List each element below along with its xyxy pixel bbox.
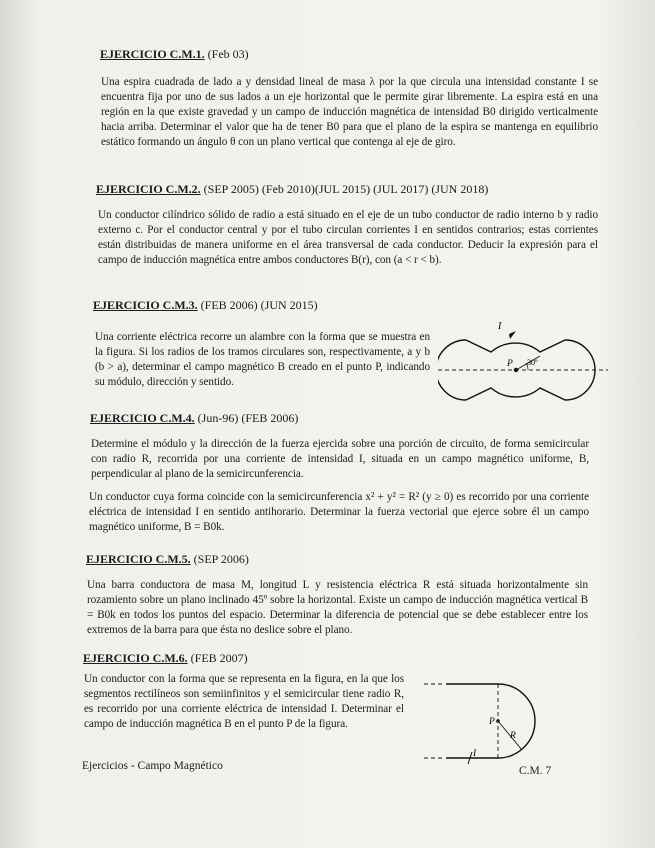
point-p-label: P bbox=[489, 717, 495, 727]
bottom-path bbox=[466, 388, 565, 400]
exercise-6-header bbox=[83, 651, 248, 665]
exercise-4-title: EJERCICIO C.M.4. bbox=[90, 411, 195, 425]
exercise-5-text: Una barra conductora de masa M, longitud L y resistencia eléctrica R está situada horizontalmente sin rozamiento sobre un plano inclinado 45º sobre la horizontal. Existe un campo de inducción magnética vertical B = B0k en todos los puntos del espacio. Determinar la diferencia de potencial que se debe establecer entre los extremos de la barra para que ésta no deslice sobre el plano. bbox=[87, 579, 588, 636]
angle-label: 30º bbox=[527, 358, 538, 367]
exercise-2-dates: (SEP 2005) (Feb 2010)(JUL 2015) (JUL 2017) (JUN 2018) bbox=[203, 182, 489, 196]
exercise-3-title: EJERCICIO C.M.3. bbox=[93, 298, 198, 312]
exercise-6-text: Un conductor con la forma que se representa en la figura, en la que los segmentos rectilíneos son semiinfinitos y el semicircular tiene radio R, es recorrido por una corriente eléctrica de intensidad I. Determinar el campo de inducción magnética B en el punto P de la figura. bbox=[84, 673, 404, 730]
semicircle bbox=[498, 684, 535, 758]
current-arrow bbox=[509, 331, 516, 339]
exercise-5-header bbox=[86, 552, 249, 566]
current-label: I bbox=[473, 749, 477, 759]
exercise-4-text-1: Determine el módulo y la dirección de la fuerza ejercida sobre una porción de circuito, de forma semicircular con radio R, recorrida por una corriente de intensidad I, situada en un campo magnético uniforme, B, perpendicular al plano de la semicircunferencia. bbox=[91, 438, 589, 480]
exercise-1-header bbox=[100, 47, 249, 61]
exercise-3-text: Una corriente eléctrica recorre un alambre con la forma que se muestra en la figura. Si los radios de los tramos circulares son, respectivamente, a y b (b > a), determinar el campo magnético B creado en el punto P, indicando su módulo, dirección y sentido. bbox=[95, 331, 430, 388]
exercise-1-title: EJERCICIO C.M.1. bbox=[100, 47, 205, 61]
exercise-3-figure bbox=[438, 318, 608, 418]
exercise-4-dates: (Jun-96) (FEB 2006) bbox=[197, 411, 299, 425]
exercise-1-text: Una espira cuadrada de lado a y densidad lineal de masa λ por la que circula una intensidad constante I se encuentra fija por uno de sus lados a un eje horizontal que le permite girar libremente. La espira está en una región en la que existe gravedad y un campo de inducción magnética de intensidad B0 dirigido verticalmente hacia arriba. Determinar el valor que ha de tener B0 para que el plano de la espira se mantenga en equilibrio estático formando un ángulo θ con un plano vertical que contenga al eje de giro. bbox=[101, 76, 598, 148]
exercise-4-text-2: Un conductor cuya forma coincide con la semicircunferencia x² + y² = R² (y ≥ 0) es recorrido por una corriente eléctrica de intensidad I en sentido antihorario. Determinar la fuerza vectorial que ejerce sobre él un campo magnético uniforme, B = B0k. bbox=[89, 491, 589, 533]
exercise-2-header bbox=[96, 182, 488, 196]
exercise-6-figure bbox=[418, 670, 558, 770]
exercise-5-title: EJERCICIO C.M.5. bbox=[86, 552, 191, 566]
exercise-3-dates: (FEB 2006) (JUN 2015) bbox=[200, 298, 318, 312]
exercise-2-title: EJERCICIO C.M.2. bbox=[96, 182, 201, 196]
exercise-5-dates: (SEP 2006) bbox=[193, 552, 249, 566]
radius-label: R bbox=[510, 731, 516, 741]
page-number: C.M. 7 bbox=[519, 765, 552, 777]
top-path bbox=[466, 340, 565, 352]
exercise-6-dates: (FEB 2007) bbox=[190, 651, 248, 665]
exercise-2-text: Un conductor cilíndrico sólido de radio a está situado en el eje de un tubo conductor de radio interno b y radio externo c. Por el conductor central y por el tubo circulan corrientes I en sentidos contrarios; estas corrientes están distribuidas de manera uniforme en el área transversal de cada conductor. Deducir la expresión para el campo de inducción magnética entre ambos conductores B(r), con (a < r < b). bbox=[98, 209, 598, 266]
point-p-label: P bbox=[507, 359, 513, 369]
current-label: I bbox=[498, 321, 502, 332]
exercise-6-title: EJERCICIO C.M.6. bbox=[83, 651, 188, 665]
exercise-4-header bbox=[90, 411, 298, 425]
footer-title: Ejercicios - Campo Magnético bbox=[82, 760, 223, 772]
exercise-1-dates: (Feb 03) bbox=[207, 47, 249, 61]
exercise-3-header bbox=[93, 298, 318, 312]
